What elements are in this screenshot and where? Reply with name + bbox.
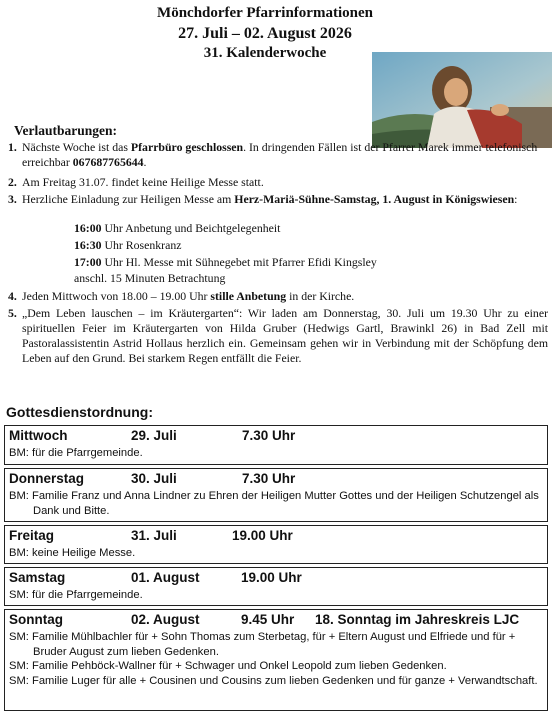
announcement-text: Herzliche Einladung zur Heiligen Messe am Herz-Mariä-Sühne-Samstag, 1. August in Königswiesen: (22, 192, 518, 206)
service-entry: BM: für die Pfarrgemeinde. (9, 447, 143, 459)
service-time: 7.30 Uhr (242, 428, 296, 443)
service-occasion: 18. Sonntag im Jahreskreis LJC (315, 612, 520, 627)
service-day: Mittwoch (9, 428, 68, 443)
service-friday (4, 525, 548, 564)
service-entry: SM: für die Pfarrgemeinde. (9, 589, 143, 601)
service-sunday (4, 609, 548, 711)
announcements-title: Verlautbarungen: (14, 123, 118, 138)
service-entry: BM: Familie Franz und Anna Lindner zu Ehren der Heiligen Mutter Gottes und der Heiligen Schutzengel als Dank und Bitte. (9, 490, 539, 517)
announcement-4 (8, 289, 548, 304)
service-time: 19.00 Uhr (241, 570, 302, 585)
service-thursday (4, 468, 548, 522)
schedule-item-1: 16:00 Uhr Anbetung und Beichtgelegenheit (74, 221, 281, 235)
service-entry: BM: keine Heilige Messe. (9, 547, 136, 559)
announcement-1 (8, 140, 548, 170)
service-day: Donnerstag (9, 471, 85, 486)
announcement-number: 2. (8, 175, 17, 189)
service-date: 30. Juli (131, 471, 177, 486)
service-entry: SM: Familie Pehböck-Wallner für + Schwager und Onkel Leopold zum lieben Gedenken. (9, 660, 447, 672)
service-day: Samstag (9, 570, 66, 585)
announcement-number: 1. (8, 140, 17, 154)
service-date: 29. Juli (131, 428, 177, 443)
service-date: 31. Juli (131, 528, 177, 543)
bulletin-date-range: 27. Juli – 02. August 2026 (178, 25, 352, 42)
announcement-2 (8, 175, 548, 190)
service-time: 19.00 Uhr (232, 528, 293, 543)
service-date: 01. August (131, 570, 200, 585)
announcement-number: 5. (8, 306, 17, 320)
announcement-text: „Dem Leben lauschen – im Kräutergarten“: Wir laden am Donnerstag, 30. Juli um 19.30 Uhr zu einer spirituellen Feier im Kräutergarten von Hilda Gruber (Hedwigs Gartl, Brawinkl 26) in Bad Zell mit Pastoralassistentin Astrid Hollaus herzlich ein. Gemeinsam gehen wir in Verbindung mit der Schöpfung dem Leben auf den Grund. Bei starkem Regen entfällt die Feier. (22, 306, 548, 365)
services-title: Gottesdienstordnung: (6, 404, 153, 420)
announcement-number: 3. (8, 192, 17, 206)
announcement-number: 4. (8, 289, 17, 303)
announcement-3 (8, 192, 548, 207)
bulletin-title: Mönchdorfer Pfarrinformationen (157, 5, 373, 21)
service-saturday (4, 567, 548, 606)
service-time: 9.45 Uhr (241, 612, 295, 627)
service-date: 02. August (131, 612, 200, 627)
announcement-text: Nächste Woche ist das Pfarrbüro geschlossen. In dringenden Fällen ist der Pfarrer Marek immer telefonisch erreichbar 067687765644. (22, 140, 538, 169)
service-wednesday (4, 425, 548, 465)
jesus-praying-painting (372, 52, 552, 148)
service-entry: SM: Familie Luger für alle + Cousinen und Cousins zum lieben Gedenken und für ganze + Verwandtschaft. (9, 674, 538, 687)
painting-image (372, 52, 552, 148)
announcement-text: Jeden Mittwoch von 18.00 – 19.00 Uhr stille Anbetung in der Kirche. (22, 289, 355, 303)
service-day: Sonntag (9, 612, 63, 627)
schedule-item-3: 17:00 Uhr Hl. Messe mit Sühnegebet mit Pfarrer Efidi Kingsley (74, 255, 377, 269)
schedule-note: anschl. 15 Minuten Betrachtung (74, 271, 226, 285)
service-day: Freitag (9, 528, 55, 543)
schedule-item-2: 16:30 Uhr Rosenkranz (74, 238, 182, 252)
announcement-text: Am Freitag 31.07. findet keine Heilige Messe statt. (22, 175, 264, 189)
calendar-week: 31. Kalenderwoche (203, 45, 327, 61)
service-entry: SM: Familie Mühlbachler für + Sohn Thomas zum Sterbetag, für + Eltern August und Elfriede und für + Bruder August zum lieben Gedenken. (9, 631, 516, 658)
service-time: 7.30 Uhr (242, 471, 296, 486)
announcement-5 (8, 306, 548, 366)
